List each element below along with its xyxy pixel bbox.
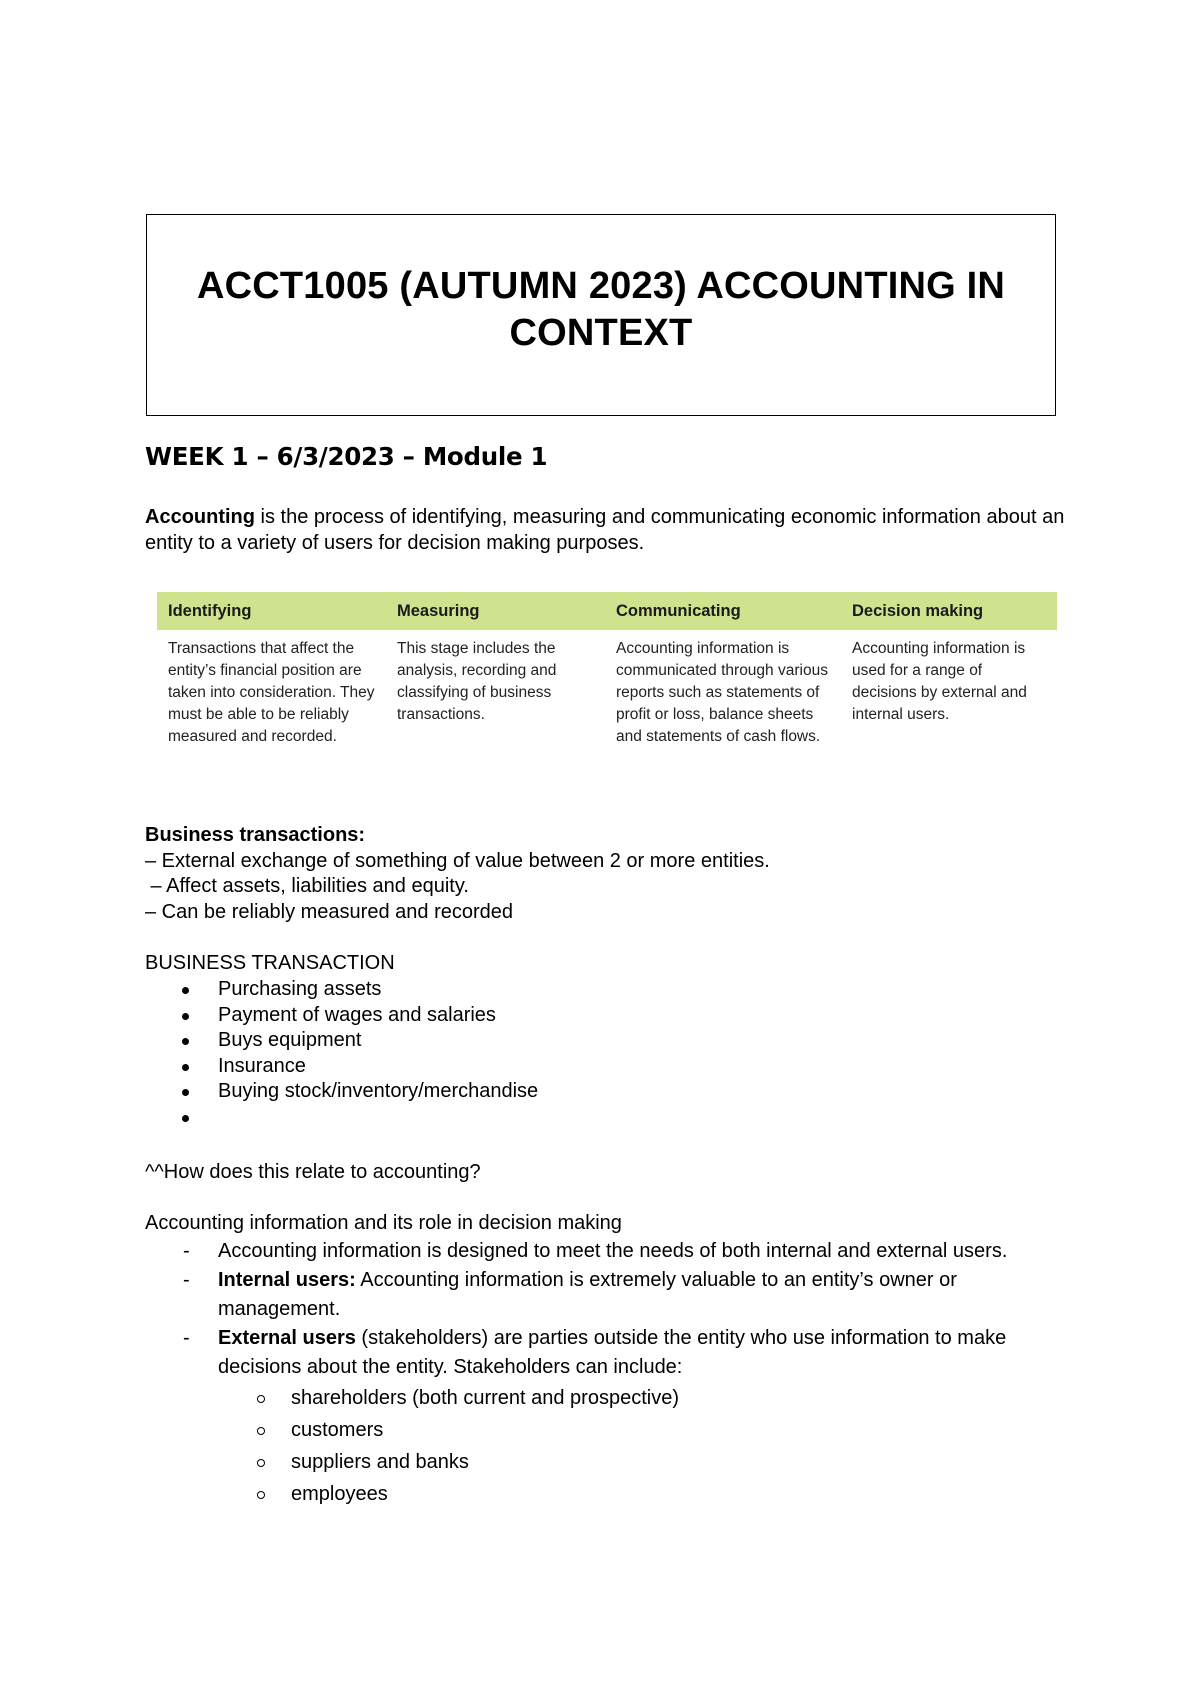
list-item: Purchasing assets [145,977,538,1003]
dash-marker: - [183,1327,190,1349]
internal-users-label: Internal users: [218,1269,356,1291]
stakeholder-list [145,1382,1065,1510]
stakeholder-item: shareholders (both current and prospective) [145,1382,1065,1414]
info-dash-list [145,1237,1065,1510]
circle-bullet-icon [257,1491,265,1499]
stages-body-row [157,630,1057,748]
intro-term: Accounting [145,506,255,528]
stage-heading-measuring: Measuring [397,601,480,620]
info-section-title: Accounting information and its role in decision making [145,1212,622,1234]
bullet-icon [182,1089,189,1096]
transaction-list-title: BUSINESS TRANSACTION [145,952,395,974]
bt-line: – External exchange of something of value between 2 or more entities. [145,849,770,872]
stage-heading-decision-making: Decision making [852,601,984,620]
list-item: Insurance [145,1054,538,1080]
list-item: Buys equipment [145,1028,538,1054]
bt-line: – Can be reliably measured and recorded [145,900,513,923]
stakeholder-item: suppliers and banks [145,1446,1065,1478]
bullet-icon [182,1038,189,1045]
external-users-label: External users [218,1327,356,1349]
week-heading: WEEK 1 – 6/3/2023 – Module 1 [145,442,548,471]
dash-item: - Internal users: Accounting information is extremely valuable to an entity’s owner or management. [145,1266,1065,1324]
stakeholder-item: customers [145,1414,1065,1446]
bt-line: – Affect assets, liabilities and equity. [145,875,469,897]
list-item: Payment of wages and salaries [145,1003,538,1029]
stakeholder-item: employees [145,1478,1065,1510]
bullet-icon [182,987,189,994]
circle-bullet-icon [257,1395,265,1403]
stage-text-decision-making: Accounting information is used for a range of decisions by external and internal users. [852,640,1027,723]
dash-item: - Accounting information is designed to meet the needs of both internal and external users. [145,1237,1065,1266]
list-item: Buying stock/inventory/merchandise [145,1079,538,1105]
business-transactions-section [145,823,1065,925]
dash-marker: - [183,1269,190,1291]
title-box [146,214,1056,416]
business-transactions-heading: Business transactions: [145,824,366,846]
dash-marker: - [183,1240,190,1262]
stage-heading-communicating: Communicating [616,601,741,620]
circle-bullet-icon [257,1459,265,1467]
transaction-list [145,977,538,1130]
intro-text: is the process of identifying, measuring and communicating economic information about an entity to a variety of users for decision making purposes. [145,506,1065,554]
document-title: ACCT1005 (AUTUMN 2023) ACCOUNTING IN CONTEXT [196,265,1006,354]
stage-text-identifying: Transactions that affect the entity’s financial position are taken into consideration. They must be able to be reliably measured and recorded. [168,640,375,745]
accounting-stages-table [157,592,1057,748]
bullet-icon [182,1013,189,1020]
bullet-icon [182,1064,189,1071]
stage-text-measuring: This stage includes the analysis, recording and classifying of business transactions. [397,640,557,723]
circle-bullet-icon [257,1427,265,1435]
list-item [145,1105,538,1131]
stage-heading-identifying: Identifying [168,601,252,620]
question-line: ^^How does this relate to accounting? [145,1161,481,1183]
intro-paragraph [145,504,1065,556]
bullet-icon [182,1115,189,1122]
stages-header-row [157,592,1057,630]
stage-text-communicating: Accounting information is communicated through various reports such as statements of profit or loss, balance sheets and statements of cash flows. [616,640,828,745]
dash-item: - External users (stakeholders) are parties outside the entity who use information to make decisions about the entity. Stakeholders can include: [145,1324,1065,1382]
